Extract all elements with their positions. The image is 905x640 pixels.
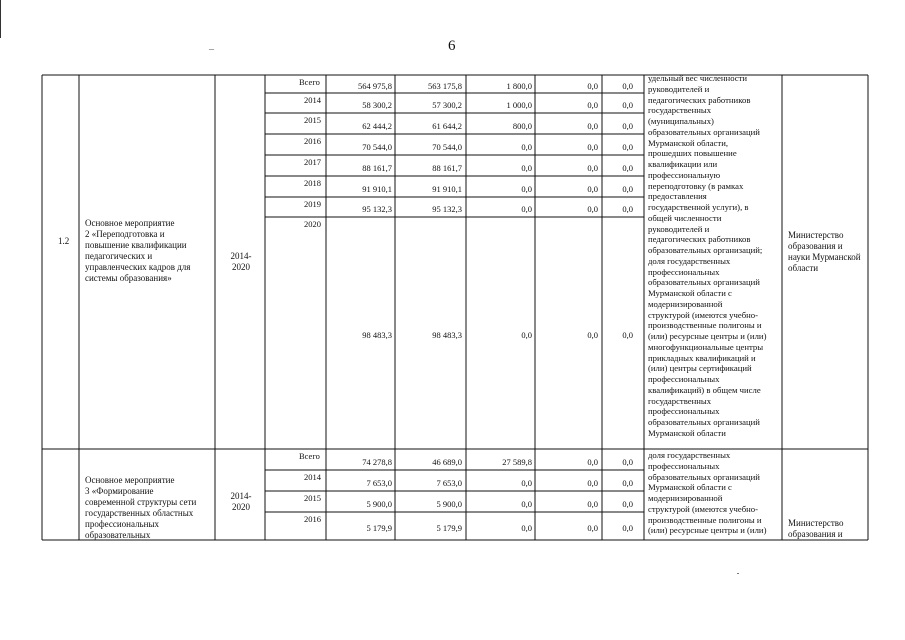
amount-cell: 57 300,2 (432, 100, 462, 110)
amount-cell: 7 653,0 (366, 477, 392, 488)
amount-cell: 0,0 (622, 183, 633, 194)
amount-cell: 5 900,0 (436, 498, 462, 509)
year-cell: Всего (299, 77, 320, 87)
year-cell: 2014 (304, 472, 321, 482)
year-cell: 2017 (304, 157, 321, 167)
indicators-text: удельный вес численности руководителей и педагогических работников государственных (муниципальных) образовательных организаций Мурманской области, прошедших повышение квалификации или профессиональную переподготовку (в рамках предоставления государственной услуги), в общей численности руководителей и педагогических работников образовательных организаций; доля государственных профессиональных образовательных организаций Мурманской области с модернизированной структурой (имеются учебно- производственные полигоны и (или) ресурсные центры и (или) многофункциональные центры прикладных квалификаций и (или) центры сертификаций профессиональных квалификаций) в общем числе государственных профессиональных образовательных организаций Мурманской области (648, 73, 767, 438)
amount-cell: 0,0 (587, 523, 598, 533)
amount-cell: 27 589,8 (502, 456, 532, 467)
amount-cell: 0,0 (587, 162, 598, 173)
amount-cell: 5 900,0 (366, 498, 392, 509)
amount-cell: 95 132,3 (362, 204, 392, 214)
amount-cell: 0,0 (622, 162, 633, 173)
amount-cell: 0,0 (587, 183, 598, 194)
amount-cell: 0,0 (622, 100, 633, 110)
amount-cell: 0,0 (587, 477, 598, 488)
amount-cell: 0,0 (587, 204, 598, 214)
executor: Министерство образования и науки Мурманской области (788, 230, 861, 273)
indicators-text-next: доля государственных профессиональных образовательных организаций Мурманской области с модернизированной структурой (имеются учебно- производственные полигоны и (или) ресурсные центры и (или) (648, 450, 767, 536)
year-cell: 2020 (304, 219, 321, 229)
amount-cell: 5 179,9 (436, 523, 462, 533)
amount-cell: 0,0 (622, 456, 633, 467)
amount-cell: 1 000,0 (506, 100, 532, 110)
amount-cell: 70 544,0 (432, 141, 462, 152)
amount-cell: 564 975,8 (358, 81, 392, 91)
year-cell: 2015 (304, 115, 321, 125)
amount-cell: 0,0 (622, 141, 633, 152)
amount-cell: 95 132,3 (432, 204, 462, 214)
amount-cell: 0,0 (521, 523, 532, 533)
amount-cell: 0,0 (622, 498, 633, 509)
row-index: 1.2 (58, 236, 70, 246)
amount-cell: 61 644,2 (432, 120, 462, 131)
amount-cell: 0,0 (587, 498, 598, 509)
amount-cell: 0,0 (521, 330, 532, 340)
amount-cell: 563 175,8 (428, 81, 462, 91)
year-cell: 2016 (304, 514, 321, 524)
amount-cell: 88 161,7 (362, 162, 392, 173)
amount-cell: 0,0 (587, 456, 598, 467)
amount-cell: 7 653,0 (436, 477, 462, 488)
amount-cell: 98 483,3 (432, 330, 462, 340)
year-cell: 2018 (304, 178, 321, 188)
amount-cell: 62 444,2 (362, 120, 392, 131)
activity-title-next: Основное мероприятие 3 «Формирование современной структуры сети государственных областных профессиональных образовательных (85, 475, 197, 540)
year-cell: 2019 (304, 199, 321, 209)
amount-cell: 800,0 (512, 120, 532, 131)
page-number: 6 (448, 38, 456, 54)
amount-cell: 74 278,8 (362, 456, 392, 467)
amount-cell: 91 910,1 (362, 183, 392, 194)
amount-cell: 70 544,0 (362, 141, 392, 152)
amount-cell: 46 689,0 (432, 456, 462, 467)
amount-cell: 0,0 (587, 120, 598, 131)
amount-cell: 5 179,9 (366, 523, 392, 533)
amount-cell: 0,0 (622, 81, 633, 91)
amount-cell: 0,0 (587, 100, 598, 110)
amount-cell: 0,0 (521, 141, 532, 152)
period: 2014- 2020 (230, 251, 252, 272)
amount-cell: 0,0 (587, 330, 598, 340)
amount-cell: 88 161,7 (432, 162, 462, 173)
year-cell: 2015 (304, 493, 321, 503)
amount-cell: 0,0 (521, 162, 532, 173)
period-next: 2014- 2020 (230, 491, 252, 512)
amount-cell: 91 910,1 (432, 183, 462, 194)
amount-cell: 0,0 (521, 183, 532, 194)
amount-cell: 0,0 (622, 204, 633, 214)
amount-cell: 0,0 (521, 477, 532, 488)
amount-cell: 0,0 (521, 204, 532, 214)
amount-cell: 58 300,2 (362, 100, 392, 110)
amount-cell: 0,0 (587, 81, 598, 91)
executor-next: Министерство образования и (788, 518, 844, 539)
amount-cell: 98 483,3 (362, 330, 392, 340)
year-cell: 2016 (304, 136, 321, 146)
amount-cell: 0,0 (622, 120, 633, 131)
amount-cell: 0,0 (622, 477, 633, 488)
year-cell: Всего (299, 451, 320, 461)
year-cell: 2014 (304, 95, 321, 105)
amount-cell: 1 800,0 (506, 81, 532, 91)
amount-cell: 0,0 (587, 141, 598, 152)
activity-title: Основное мероприятие 2 «Переподготовка и повышение квалификации педагогических и управленческих кадров для системы образования» (85, 218, 191, 283)
amount-cell: 0,0 (521, 498, 532, 509)
amount-cell: 0,0 (622, 330, 633, 340)
stray-dash: – (209, 44, 214, 55)
amount-cell: 0,0 (622, 523, 633, 533)
